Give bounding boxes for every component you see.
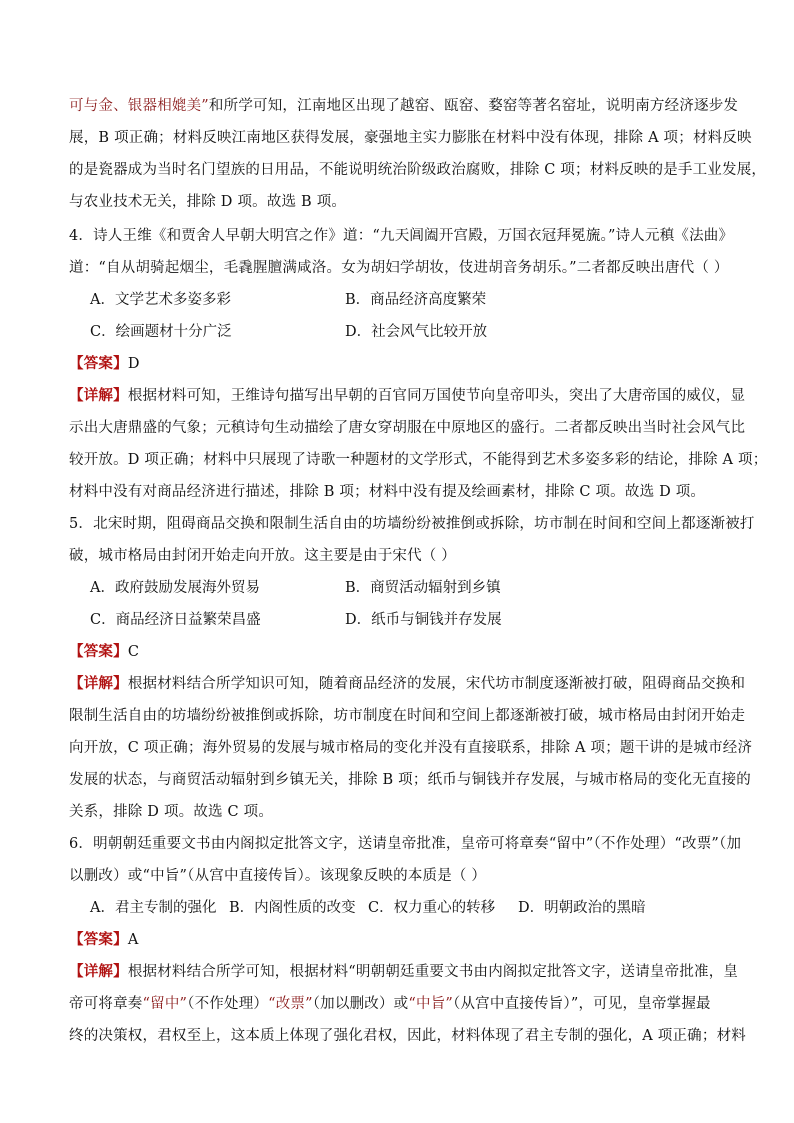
q6-stem-line-2: 以删改）或“中旨”（从宫中直接传旨）。该现象反映的本质是（ ） bbox=[69, 868, 487, 884]
quote-highlight: “改票” bbox=[268, 996, 313, 1012]
q5-detail-line-5: 关系，排除 D 项。故选 C 项。 bbox=[69, 804, 274, 820]
answer-tag: 【答案】 bbox=[69, 931, 128, 948]
prev-detail-line-4: 与农业技术无关，排除 D 项。故选 B 项。 bbox=[69, 194, 347, 210]
q5-detail-line-2: 限制生活自由的坊墙纷纷被推倒或拆除，坊市制度在时间和空间上都逐渐被打破，城市格局由封闭开始走 bbox=[69, 708, 746, 724]
q5-answer bbox=[69, 642, 729, 662]
q4-option-c: C．绘画题材十分广泛 bbox=[90, 324, 232, 340]
quote-highlight: 可与金、银器相媲美” bbox=[69, 98, 209, 114]
quote-highlight: “留中” bbox=[142, 996, 188, 1012]
q6-option-c: C．权力重心的转移 bbox=[368, 900, 496, 916]
answer-tag: 【答案】 bbox=[69, 643, 128, 660]
q6-option-d: D．明朝政治的黑暗 bbox=[518, 900, 646, 916]
q5-stem-line-1: 5．北宋时期，阻碍商品交换和限制生活自由的坊墙纷纷被推倒或拆除，坊市制在时间和空间上都逐渐被打 bbox=[69, 516, 755, 532]
q4-detail-line-3: 较开放。D 项正确；材料中只展现了诗歌一种题材的文学形式，不能得到艺术多姿多彩的结论，排除 A 项； bbox=[69, 452, 768, 468]
q4-option-b: B．商品经济高度繁荣 bbox=[345, 292, 487, 308]
q6-option-a: A．君主专制的强化 bbox=[90, 900, 217, 916]
q4-option-a: A．文学艺术多姿多彩 bbox=[90, 292, 231, 308]
detail-tag: 【详解】 bbox=[69, 387, 128, 404]
answer-value: A bbox=[127, 932, 139, 948]
q5-stem-line-2: 破，城市格局由封闭开始走向开放。这主要是由于宋代（ ） bbox=[69, 548, 457, 564]
q5-option-a: A．政府鼓励发展海外贸易 bbox=[90, 580, 260, 596]
q6-stem-line-1: 6．明朝朝廷重要文书由内阁拟定批答文字，送请皇帝批准，皇帝可将章奏“留中”（不作处理）“改票”（加 bbox=[69, 836, 742, 852]
q4-detail-line-4: 材料中没有对商品经济进行描述，排除 B 项；材料中没有提及绘画素材，排除 C 项。故选 D 项。 bbox=[69, 484, 706, 500]
prev-detail-line-3: 的是瓷器成为当时名门望族的日用品，不能说明统治阶级政治腐败，排除 C 项；材料反映的是手工业发展， bbox=[69, 162, 767, 178]
detail-tag: 【详解】 bbox=[69, 675, 128, 692]
q5-detail-line-4: 发展的状态，与商贸活动辐射到乡镇无关，排除 B 项；纸币与铜钱并存发展，与城市格局的变化无直接的 bbox=[69, 772, 751, 788]
q4-detail-line-1: 【详解】根据材料可知，王维诗句描写出早朝的百官同万国使节向皇帝叩头，突出了大唐帝国的威仪，显 bbox=[69, 387, 746, 404]
detail-tag: 【详解】 bbox=[69, 963, 128, 980]
q4-answer bbox=[69, 354, 729, 374]
prev-detail-line-2: 展，B 项正确；材料反映江南地区获得发展，豪强地主实力膨胀在材料中没有体现，排除 A 项；材料反映 bbox=[69, 130, 752, 146]
answer-value: C bbox=[127, 644, 140, 660]
q5-option-d: D．纸币与铜钱并存发展 bbox=[345, 612, 502, 628]
answer-tag: 【答案】 bbox=[69, 355, 128, 372]
q5-detail-line-3: 向开放，C 项正确；海外贸易的发展与城市格局的变化并没有直接联系，排除 A 项；题干讲的是城市经济 bbox=[69, 740, 753, 756]
q6-detail-line-3: 终的决策权，君权至上，这本质上体现了强化君权，因此，材料体现了君主专制的强化，A 项正确；材料 bbox=[69, 1028, 746, 1044]
q5-detail-line-1: 【详解】根据材料结合所学知识可知，随着商品经济的发展，宋代坊市制度逐渐被打破，阻碍商品交换和 bbox=[69, 675, 746, 692]
q5-option-c: C．商品经济日益繁荣昌盛 bbox=[90, 612, 261, 628]
answer-value: D bbox=[127, 356, 140, 372]
prev-detail-line-1: 可与金、银器相媲美”和所学可知，江南地区出现了越窑、瓯窑、婺窑等著名窑址，说明南方经济逐步发 bbox=[69, 98, 739, 114]
q6-answer bbox=[69, 930, 729, 950]
q4-option-d: D．社会风气比较开放 bbox=[345, 324, 488, 340]
q4-stem-line-1: 4．诗人王维《和贾舍人早朝大明宫之作》道：“九天阊阖开宫殿，万国衣冠拜冕旒。”诗人元稹《法曲》 bbox=[69, 228, 734, 244]
q5-option-b: B．商贸活动辐射到乡镇 bbox=[345, 580, 501, 596]
q6-detail-line-1: 【详解】根据材料结合所学可知，根据材料“明朝朝廷重要文书由内阁拟定批答文字，送请皇帝批准，皇 bbox=[69, 963, 739, 980]
q6-detail-line-2: 帝可将章奏“留中”（不作处理）“改票”（加以删改）或“中旨”（从宫中直接传旨）”，可见，皇帝掌握最 bbox=[69, 996, 711, 1012]
q6-option-b: B．内阁性质的改变 bbox=[229, 900, 356, 916]
q4-stem-line-2: 道：“自从胡骑起烟尘，毛毳腥膻满咸洛。女为胡妇学胡妆，伎进胡音务胡乐。”二者都反映出唐代（ ） bbox=[69, 260, 729, 276]
quote-highlight: “中旨” bbox=[408, 996, 454, 1012]
q4-detail-line-2: 示出大唐鼎盛的气象；元稹诗句生动描绘了唐女穿胡服在中原地区的盛行。二者都反映出当时社会风气比 bbox=[69, 420, 746, 436]
